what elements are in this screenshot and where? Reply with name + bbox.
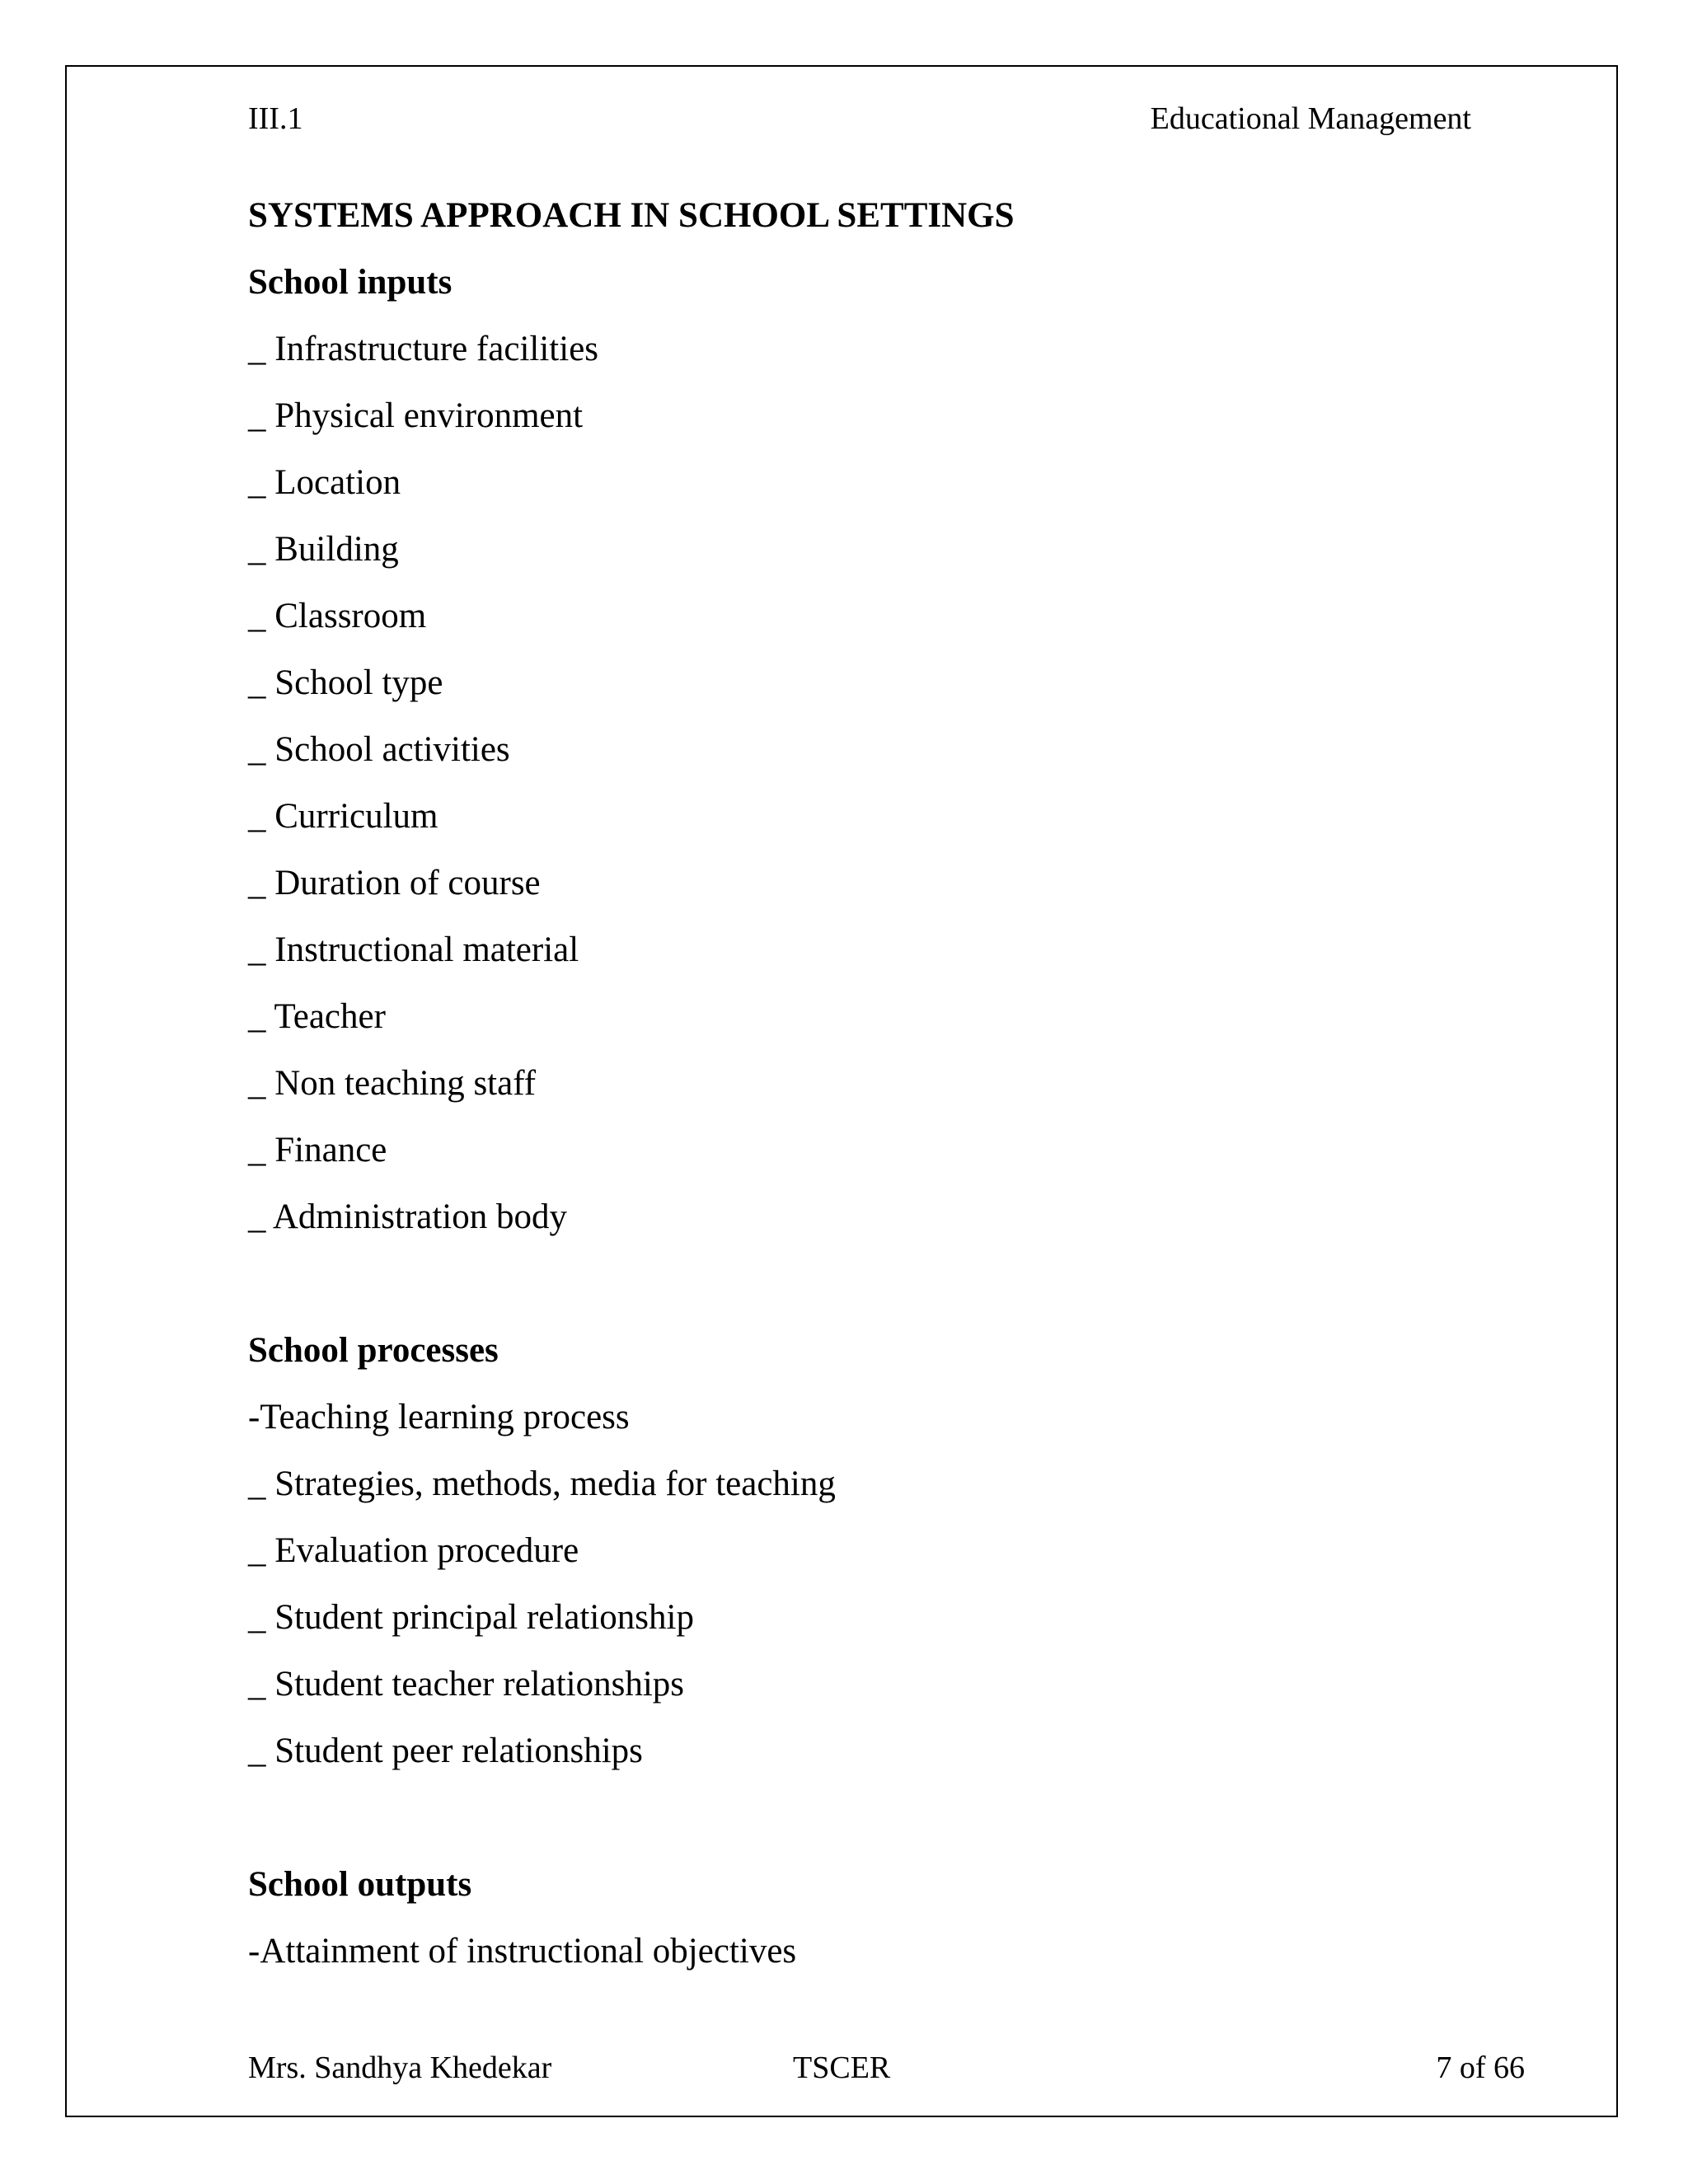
list-item: _ Curriculum [248, 797, 438, 836]
inputs-list [248, 331, 1484, 1266]
list-item: _ Building [248, 530, 399, 569]
list-item: _ Location [248, 463, 401, 502]
list-item: _ Non teaching staff [248, 1064, 537, 1103]
header-course-title: Educational Management [1150, 101, 1471, 136]
list-item: _ Infrastructure facilities [248, 330, 599, 368]
section-heading-inputs: School inputs [248, 263, 452, 302]
list-item: _ Instructional material [248, 930, 579, 969]
section-heading-outputs: School outputs [248, 1865, 472, 1904]
section-gap [248, 1266, 1484, 1333]
footer-author: Mrs. Sandhya Khedekar [248, 2050, 552, 2085]
list-item: _ School activities [248, 730, 510, 769]
list-item: _ Physical environment [248, 396, 584, 435]
processes-list [248, 1399, 1484, 1800]
list-item: _ Teacher [248, 997, 386, 1036]
page-content [248, 198, 1484, 2000]
list-item: _ Finance [248, 1131, 387, 1169]
list-item: _ Classroom [248, 597, 427, 635]
list-item: -Attainment of instructional objectives [248, 1932, 797, 1971]
list-item: _ Duration of course [248, 864, 541, 902]
list-item: _ Administration body [248, 1197, 567, 1236]
list-item: _ Student peer relationships [248, 1732, 643, 1770]
footer-institution: TSCER [793, 2050, 891, 2085]
footer-page-indicator: 7 of 66 [1436, 2050, 1525, 2085]
list-item: _ Strategies, methods, media for teaching [248, 1465, 836, 1503]
list-item: -Teaching learning process [248, 1398, 630, 1436]
list-item: _ Evaluation procedure [248, 1531, 579, 1570]
list-item: _ Student teacher relationships [248, 1665, 684, 1704]
list-item: _ Student principal relationship [248, 1598, 694, 1637]
outputs-list [248, 1933, 1484, 2000]
document-title: SYSTEMS APPROACH IN SCHOOL SETTINGS [248, 196, 1015, 235]
header-section-number: III.1 [248, 101, 303, 136]
list-item: _ School type [248, 663, 443, 702]
section-heading-processes: School processes [248, 1331, 499, 1370]
section-gap [248, 1800, 1484, 1867]
